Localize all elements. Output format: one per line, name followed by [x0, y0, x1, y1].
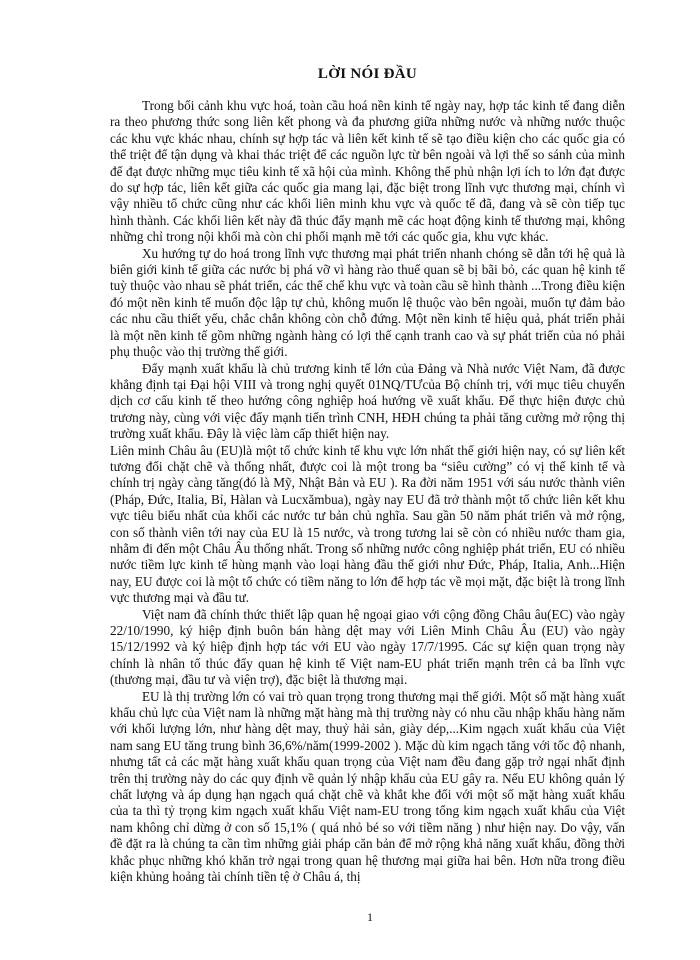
paragraph-eu-market: EU là thị trường lớn có vai trò quan trọng trong thương mại thế giới. Một số mặt hàng xuất khẩu chủ lực của Việt nam là những mặt hàng mà thị trường này có nhu cầu nhập khẩu hàng năm với khối lượng lớn, như hàng dệt may, thuỷ hải sản, giày dép,...Kim ngạch xuất khẩu của Việt nam sang EU tăng trung bình 36,6%/năm(1999-2002 ). Mặc dù kim ngạch tăng với tốc độ nhanh, nhưng tất cả các mặt hàng xuất khẩu quan trọng của Việt nam đều đang gặp trở ngại nhất định trên thị trường này do các quy định về quản lý nhập khẩu của EU gây ra. Nếu EU không quản lý chất lượng và áp dụng hạn ngạch quá chặt chẽ và khắt khe đối với một số mặt hàng xuất khẩu của ta thì tỷ trọng kim ngạch xuất khẩu Việt nam-EU trong tổng kim ngạch xuất khẩu của Việt nam không chỉ dừng ở con số 15,1% ( quá nhỏ bé so với tiềm năng ) như hiện nay. Do vậy, vấn đề đặt ra là chúng ta cần tìm những giải pháp căn bản để mở rộng khả năng xuất khẩu, đồng thời khắc phục những khó khăn trở ngại trong quan hệ thương mại giữa hai bên. Hơn nữa trong điều kiện khủng hoảng tài chính tiền tệ ở Châu á, thị — [110, 688, 625, 885]
page-number: 1 — [367, 910, 373, 924]
paragraph-eu-overview: Liên minh Châu âu (EU)là một tổ chức kinh tế khu vực lớn nhất thế giới hiện nay, có sự liên kết tương đối chặt chẽ và thống nhất, được coi là một trong ba “siêu cường” có vị thế kinh tế và chính trị ngày càng tăng(đó là Mỹ, Nhật Bản và EU ). Ra đời năm 1951 với sáu nước thành viên (Pháp, Đức, Italia, Bỉ, Hàlan và Lucxămbua), ngày nay EU đã trở thành một tổ chức liên kết khu vực tiêu biểu nhất của khối các nước tư bản chủ nghĩa. Sau gần 50 năm phát triển và mở rộng, con số thành viên tới nay của EU là 15 nước, và trong tương lai sẽ còn có nhiều nước tham gia, nhằm đi đến một Châu Âu thống nhất. Trong số những nước công nghiệp phát triển, EU có nhiều nước tiềm lực kinh tế hùng mạnh vào loại hàng đầu thế giới như Đức, Pháp, Italia, Anh...Hiện nay, EU được coi là một tổ chức có tiềm năng to lớn để hợp tác về mọi mặt, đặc biệt là trong lĩnh vực thương mại và đầu tư. — [110, 442, 625, 606]
page-title: LỜI NÓI ĐẦU — [317, 66, 418, 82]
paragraph-export-policy: Đẩy mạnh xuất khẩu là chủ trương kinh tế lớn của Đảng và Nhà nước Việt Nam, đã được khẳng định tại Đại hội VIII và trong nghị quyết 01NQ/TƯcủa Bộ chính trị, với mục tiêu chuyển dịch cơ cấu kinh tế theo hướng công nghiệp hoá hướng về xuất khẩu. Để thực hiện được chủ trương này, cùng với việc đẩy mạnh tiến trình CNH, HĐH chúng ta phải tăng cường mở rộng thị trường xuất khẩu. Đây là việc làm cấp thiết hiện nay. — [110, 360, 625, 442]
document-body — [110, 98, 625, 886]
paragraph-intro-context: Trong bối cảnh khu vực hoá, toàn cầu hoá nền kinh tế ngày nay, hợp tác kinh tế đang diễn ra theo phương thức song liên kết phong và đa phương giữa những nước và những nước thuộc các khu vực khác nhau, chính sự hợp tác và liên kết kinh tế sẽ tạo điều kiện cho các quốc gia có thể triệt để tận dụng và khai thác triệt để các nguồn lực từ bên ngoài và lợi thế so sánh của mình để đạt được những mục tiêu kinh tế xã hội của mình. Không thể phủ nhận lợi ích to lớn đạt được do sự hợp tác, liên kết giữa các quốc gia mang lại, đặc biệt trong lĩnh vực thương mại, chính vì vậy nhiều tổ chức cũng như các khối liên minh khu vực và quốc tế đã, đang và sẽ còn tiếp tục hình thành. Các khối liên kết này đã thúc đẩy mạnh mẽ các hoạt động kinh tế thương mại, không những chỉ trong nội khối mà còn chi phối mạnh mẽ tới các quốc gia, khu vực khác. — [110, 98, 625, 245]
paragraph-trade-liberalization: Xu hướng tự do hoá trong lĩnh vực thương mại phát triển nhanh chóng sẽ dẫn tới hệ quả là biên giới kinh tế giữa các nước bị phá vỡ vì hàng rào thuế quan sẽ bị bãi bỏ, các quan hệ kinh tế tuỳ thuộc vào nhau sẽ phát triển, các thể chế khu vực và toàn cầu sẽ hình thành ...Trong điều kiện đó một nền kinh tế muốn độc lập tự chủ, không muốn lệ thuộc vào bên ngoài, muốn tự đảm bảo các nhu cầu thiết yếu, chắc chắn không còn chỗ đứng. Một nền kinh tế hiệu quả, phát triển phải là một nền kinh tế gồm những ngành hàng có lợi thế cạnh tranh cao và sự phát triển của nó phải phụ thuộc vào thị trường thế giới. — [110, 245, 625, 360]
paragraph-vietnam-eu-relations: Việt nam đã chính thức thiết lập quan hệ ngoại giao với cộng đồng Châu âu(EC) vào ngày 22/10/1990, ký hiệp định buôn bán hàng dệt may với Liên Minh Châu Âu (EU) vào ngày 15/12/1992 và ký hiệp định hợp tác với EU vào ngày 17/7/1995. Các sự kiện quan trọng này chính là nhân tố thúc đẩy quan hệ kinh tế Việt nam-EU phát triển mạnh trên cả ba lĩnh vực (thương mại, đầu tư và viện trợ), đặc biệt là thương mại. — [110, 606, 625, 688]
